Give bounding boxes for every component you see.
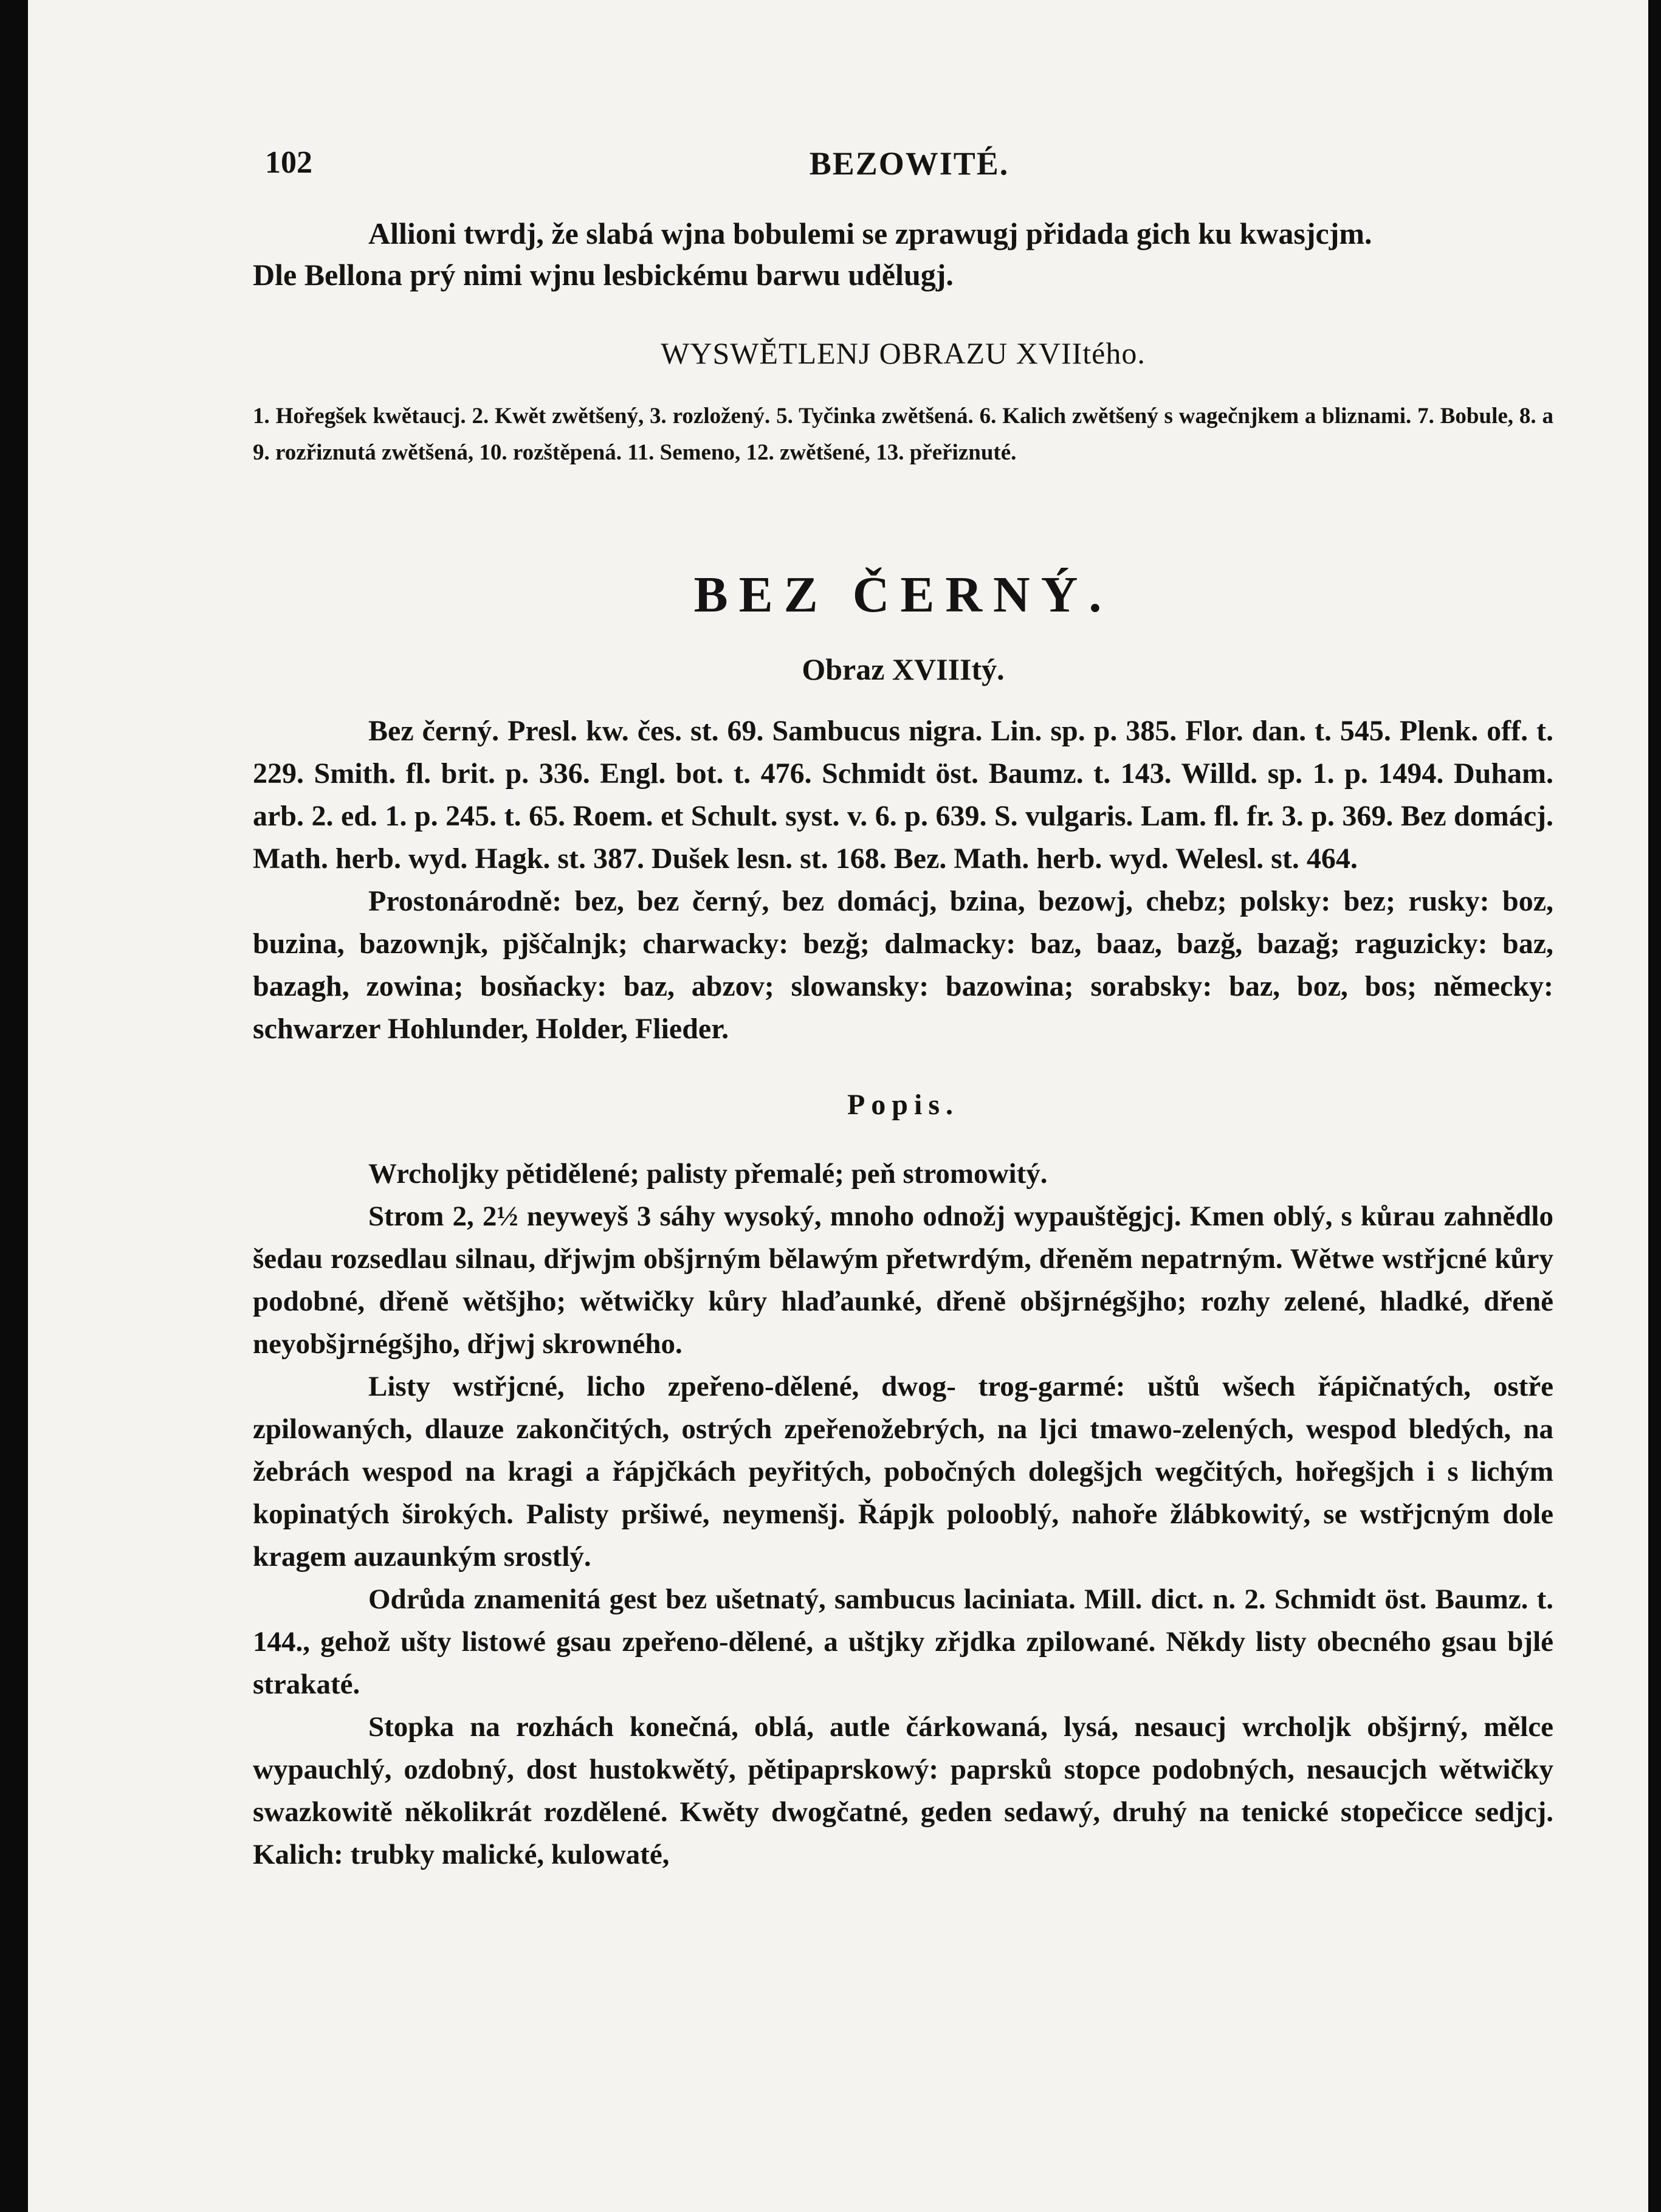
intro-line-1: Allioni twrdj, že slabá wjna bobulemi se zprawugj přidada gich ku kwasjcjm.	[368, 216, 1372, 250]
page-header	[265, 145, 1553, 193]
page-number: 102	[265, 145, 312, 180]
description-paragraph-5: Stopka na rozhách konečná, oblá, autle čárkowaná, lysá, nesaucj wrcholjk obšjrný, mělce wypauchlý, ozdobný, dost hustokwětý, pětipaprskowý: paprsků stopce podobných, nesaucjch wětwičky swazkowitě několikrát rozdělené. Kwěty dwogčatné, geden sedawý, druhý na tenické stopečicce sedjcj. Kalich: trubky malické, kulowaté,	[253, 1711, 1553, 1870]
description-section	[253, 1153, 1553, 1876]
species-title: BEZ ČERNÝ.	[693, 567, 1113, 623]
synonymy-section	[253, 710, 1553, 1050]
description-paragraph-2: Strom 2, 2½ neyweyš 3 sáhy wysoký, mnoho odnožj wypauštěgjcj. Kmen oblý, s kůrau zahnědlo šedau rozsedlau silnau, dřjwjm obšjrným bělawým přetwrdým, dřeněm nepatrným. Wětwe wstřjcné kůry podobné, dřeně wětšjho; wětwičky kůry hlaďaunké, dřeně obšjrnégšjho; rozhy zelené, hladké, dřeně neyobšjrnégšjho, dřjwj skrowného.	[253, 1201, 1553, 1360]
book-page	[28, 0, 1648, 2212]
running-title: BEZOWITÉ.	[809, 145, 1009, 182]
intro-line-2: Dle Bellona prý nimi wjnu lesbickému barwu udělugj.	[253, 258, 954, 292]
description-heading: Popis.	[847, 1089, 960, 1121]
vernacular-names-paragraph: Prostonárodně: bez, bez černý, bez domácj, bzina, bezowj, chebz; polsky: bez; rusky: boz, buzina, bazownjk, pjščalnjk; charwacky: bezğ; dalmacky: baz, baaz, bazğ, bazağ; raguzicky: baz, bazagh, zowina; bosňacky: baz, abzov; slowansky: bazowina; sorabsky: baz, boz, bos; německy: schwarzer Hohlunder, Holder, Flieder.	[253, 885, 1553, 1045]
description-paragraph-1: Wrcholjky pětidělené; palisty přemalé; peň stromowitý.	[368, 1158, 1048, 1190]
plate-caption-heading: WYSWĚTLENJ OBRAZU XVIItého.	[661, 336, 1146, 370]
intro-paragraph	[253, 213, 1553, 295]
plate-reference: Obraz XVIIItý.	[802, 652, 1005, 686]
synonymy-paragraph: Bez černý. Presl. kw. čes. st. 69. Sambucus nigra. Lin. sp. p. 385. Flor. dan. t. 545. Plenk. off. t. 229. Smith. fl. brit. p. 336. Engl. bot. t. 476. Schmidt öst. Baumz. t. 143. Willd. sp. 1. p. 1494. Duham. arb. 2. ed. 1. p. 245. t. 65. Roem. et Schult. syst. v. 6. p. 639. S. vulgaris. Lam. fl. fr. 3. p. 369. Bez domácj. Math. herb. wyd. Hagk. st. 387. Dušek lesn. st. 168. Bez. Math. herb. wyd. Welesl. st. 464.	[253, 715, 1553, 875]
description-paragraph-4: Odrůda znamenitá gest bez ušetnatý, sambucus laciniata. Mill. dict. n. 2. Schmidt öst. Baumz. t. 144., gehož ušty listowé gsau zpeřeno-dělené, a uštjky zřjdka zpilowané. Někdy listy obecného gsau bjlé strakaté.	[253, 1583, 1553, 1700]
plate-caption	[253, 398, 1553, 471]
description-paragraph-3: Listy wstřjcné, licho zpeřeno-dělené, dwog- trog-garmé: uštů wšech řápičnatých, ostře zpilowaných, dlauze zakončitých, ostrých zpeřenožebrých, na ljci tmawo-zelených, wespod bledých, na žebrách wespod na kragi a řápjčkách peyřitých, pobočných dolegšjch wegčitých, hořegšjch i s lichým kopinatých širokých. Palisty pršiwé, neymenšj. Řápjk polooblý, nahoře žlábkowitý, se wstřjcným dole kragem auzaunkým srostlý.	[253, 1371, 1553, 1573]
plate-caption-text: 1. Hořegšek kwětaucj. 2. Kwět zwětšený, 3. rozložený. 5. Tyčinka zwětšená. 6. Kalich zwětšený s wagečnjkem a bliznami. 7. Bobule, 8. a 9. rozřiznutá zwětšená, 10. rozštěpená. 11. Semeno, 12. zwětšené, 13. přeřiznuté.	[253, 404, 1553, 465]
